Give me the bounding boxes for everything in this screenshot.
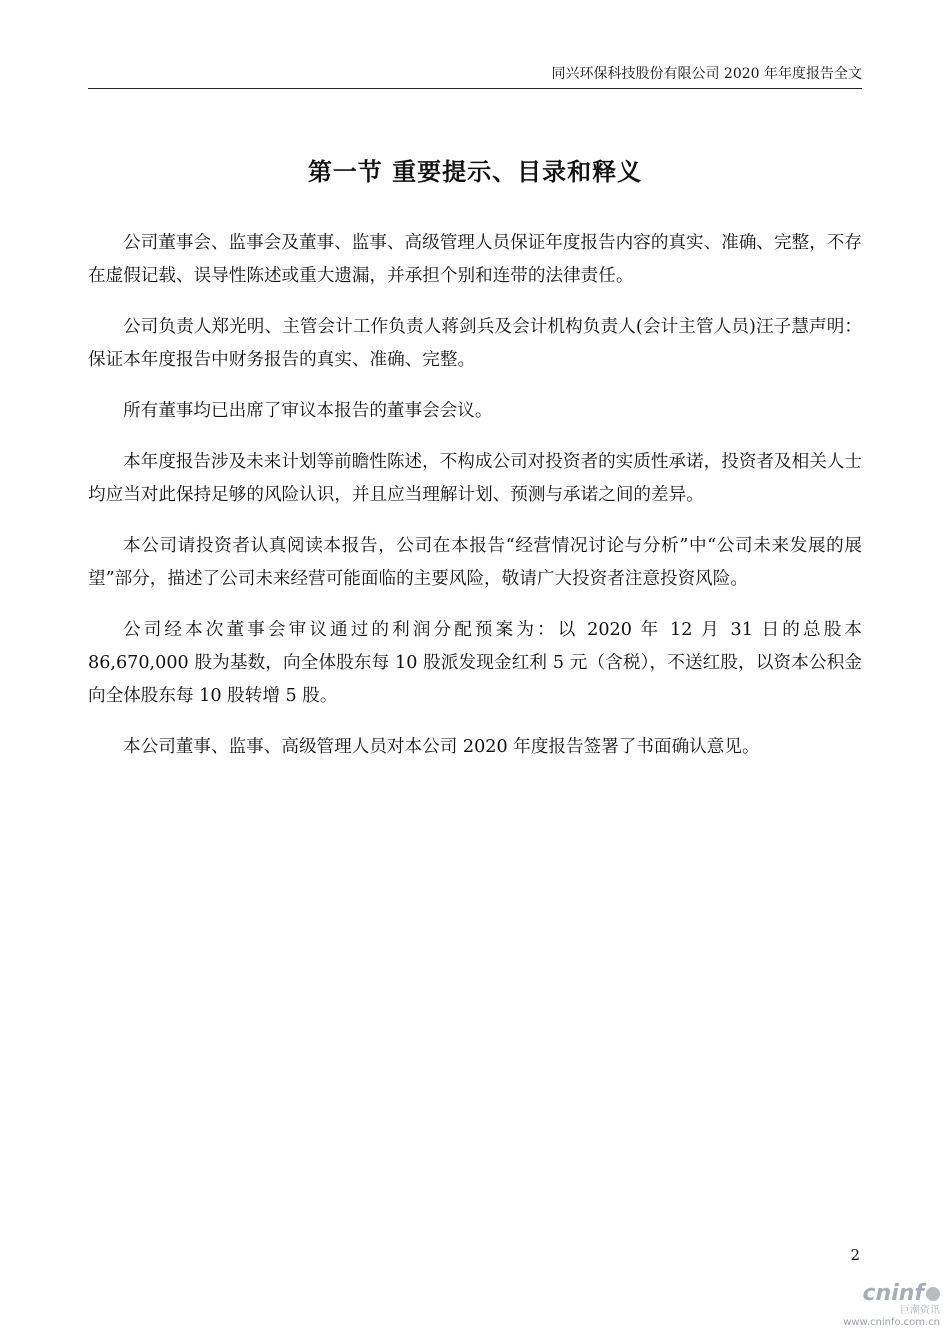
paragraph-written-confirmation: 本公司董事、监事、高级管理人员对本公司 2020 年度报告签署了书面确认意见。 (123, 737, 760, 757)
body-text (88, 227, 862, 782)
page-number: 2 (850, 1246, 860, 1264)
running-header-title: 同兴环保科技股份有限公司 2020 年年度报告全文 (551, 66, 862, 82)
paragraph-board-attendance: 所有董事均已出席了审议本报告的董事会会议。 (123, 401, 493, 421)
cninfo-logo-text: cninf (862, 1281, 924, 1306)
paragraph-officer-declaration: 公司负责人郑光明、主管会计工作负责人蒋剑兵及会计机构负责人(会计主管人员)汪子慧声明：保证本年度报告中财务报告的真实、准确、完整。 (88, 317, 862, 370)
section-title: 第一节 重要提示、目录和释义 (307, 158, 643, 186)
cninfo-url: www.cninfo.com.cn (843, 1317, 940, 1328)
running-header (88, 64, 862, 89)
paragraph-responsibility-statement: 公司董事会、监事会及董事、监事、高级管理人员保证年度报告内容的真实、准确、完整，不存在虚假记载、误导性陈述或重大遗漏，并承担个别和连带的法律责任。 (88, 233, 862, 286)
cninfo-name: 巨潮资讯 (900, 1305, 940, 1316)
paragraph-forward-looking: 本年度报告涉及未来计划等前瞻性陈述，不构成公司对投资者的实质性承诺，投资者及相关人士均应当对此保持足够的风险认识，并且应当理解计划、预测与承诺之间的差异。 (88, 452, 862, 505)
cninfo-swirl-icon (926, 1287, 940, 1301)
paragraph-risk-notice: 本公司请投资者认真阅读本报告，公司在本报告“经营情况讨论与分析”中“公司未来发展的展望”部分，描述了公司未来经营可能面临的主要风险，敬请广大投资者注意投资风险。 (88, 536, 862, 589)
cninfo-watermark (830, 1283, 940, 1329)
cninfo-logo (830, 1283, 940, 1305)
paragraph-profit-distribution: 公司经本次董事会审议通过的利润分配预案为：以 2020 年 12 月 31 日的总股本 86,670,000 股为基数，向全体股东每 10 股派发现金红利 5 元（含税），不送红股，以资本公积金向全体股东每 10 股转增 5 股。 (88, 620, 862, 706)
